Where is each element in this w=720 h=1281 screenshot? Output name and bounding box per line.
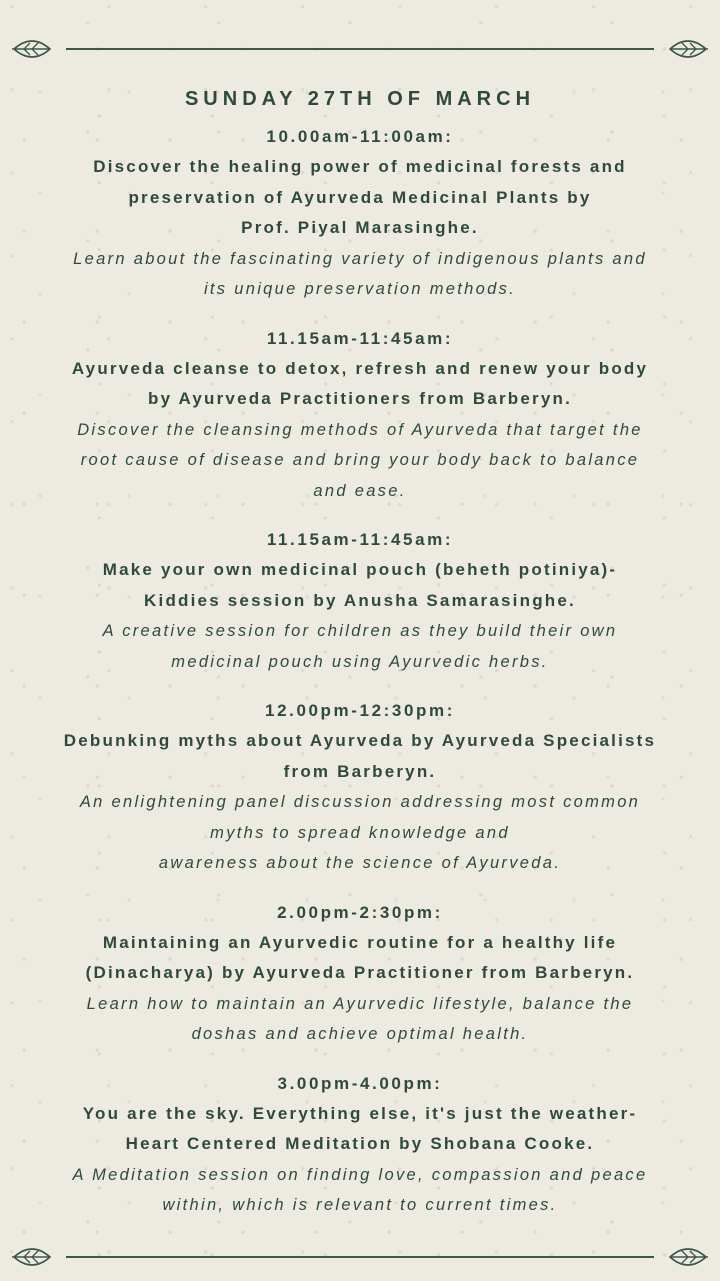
- session-gap: [0, 1050, 720, 1063]
- session-description-line: Discover the cleansing methods of Ayurveda that target the: [77, 420, 643, 439]
- session-time: 3.00pm-4.00pm:: [277, 1073, 443, 1093]
- divider-rule: [66, 48, 654, 50]
- session-title-line: Ayurveda cleanse to detox, refresh and renew your body: [71, 358, 649, 378]
- session-title-line: (Dinacharya) by Ayurveda Practitioner from Barberyn.: [85, 963, 635, 982]
- session-title-line: Kiddies session by Anusha Samarasinghe.: [144, 590, 576, 610]
- session-description-line: within, which is relevant to current times.: [162, 1196, 558, 1214]
- session-title-line: Discover the healing power of medicinal forests and: [93, 157, 627, 176]
- session-description-line: Learn about the fascinating variety of indigenous plants and: [73, 249, 647, 268]
- session-item: [0, 1069, 720, 1221]
- session-item: [0, 525, 720, 677]
- session-title-line: from Barberyn.: [283, 761, 437, 781]
- leaf-icon: [10, 31, 54, 67]
- session-description-line: root cause of disease and bring your body back to balance: [80, 451, 640, 469]
- session-time: 11.15am-11:45am:: [266, 328, 454, 348]
- session-description: [0, 415, 720, 507]
- leaf-icon: [666, 31, 710, 67]
- session-time: 10.00am-11:00am:: [266, 127, 454, 146]
- session-title-line: Prof. Piyal Marasinghe.: [241, 218, 479, 237]
- session-description-line: medicinal pouch using Ayurvedic herbs.: [171, 652, 549, 671]
- session-title: [0, 152, 720, 244]
- session-gap: [0, 305, 720, 318]
- session-description-line: and ease.: [313, 481, 407, 500]
- session-description-line: A Meditation session on finding love, compassion and peace: [72, 1165, 648, 1184]
- session-description: [0, 616, 720, 677]
- session-title-line: You are the sky. Everything else, it's just the weather-: [82, 1103, 638, 1123]
- session-gap: [0, 677, 720, 690]
- session-title: [0, 928, 720, 989]
- session-title: [0, 555, 720, 616]
- session-description-line: myths to spread knowledge and: [210, 823, 510, 842]
- session-description: [0, 1160, 720, 1221]
- session-title: [0, 1099, 720, 1160]
- session-gap: [0, 506, 720, 519]
- leaf-icon: [666, 1239, 710, 1275]
- session-description: [0, 244, 720, 305]
- bottom-divider: [0, 1237, 720, 1277]
- session-item: [0, 122, 720, 305]
- session-title-line: Maintaining an Ayurvedic routine for a healthy life: [102, 932, 618, 952]
- session-gap: [0, 879, 720, 892]
- session-item: [0, 324, 720, 507]
- session-title: [0, 354, 720, 415]
- top-divider: [0, 29, 720, 69]
- session-description-line: doshas and achieve optimal health.: [191, 1025, 529, 1043]
- leaf-icon: [10, 1239, 54, 1275]
- session-description: [0, 989, 720, 1050]
- session-item: [0, 898, 720, 1050]
- session-title-line: Make your own medicinal pouch (beheth potiniya)-: [102, 560, 618, 579]
- session-title-line: preservation of Ayurveda Medicinal Plants by: [128, 187, 592, 207]
- session-title-line: by Ayurveda Practitioners from Barberyn.: [147, 389, 572, 408]
- session-time: 2.00pm-2:30pm:: [277, 902, 443, 922]
- divider-rule: [66, 1256, 654, 1258]
- session-list: [0, 122, 720, 1221]
- page-title: SUNDAY 27TH OF MARCH: [184, 88, 536, 110]
- session-title-line: Heart Centered Meditation by Shobana Cooke.: [125, 1134, 595, 1153]
- session-description-line: A creative session for children as they build their own: [102, 622, 618, 640]
- session-time: 11.15am-11:45am:: [266, 530, 454, 549]
- session-description: [0, 787, 720, 879]
- session-description-line: Learn how to maintain an Ayurvedic lifestyle, balance the: [86, 994, 634, 1013]
- session-item: [0, 696, 720, 879]
- session-title-line: Debunking myths about Ayurveda by Ayurveda Specialists: [63, 731, 657, 750]
- session-time: 12.00pm-12:30pm:: [265, 701, 455, 720]
- schedule: [0, 82, 720, 1221]
- session-description-line: its unique preservation methods.: [203, 280, 517, 298]
- session-description-line: An enlightening panel discussion addressing most common: [79, 793, 641, 811]
- session-title: [0, 726, 720, 787]
- session-description-line: awareness about the science of Ayurveda.: [158, 854, 562, 872]
